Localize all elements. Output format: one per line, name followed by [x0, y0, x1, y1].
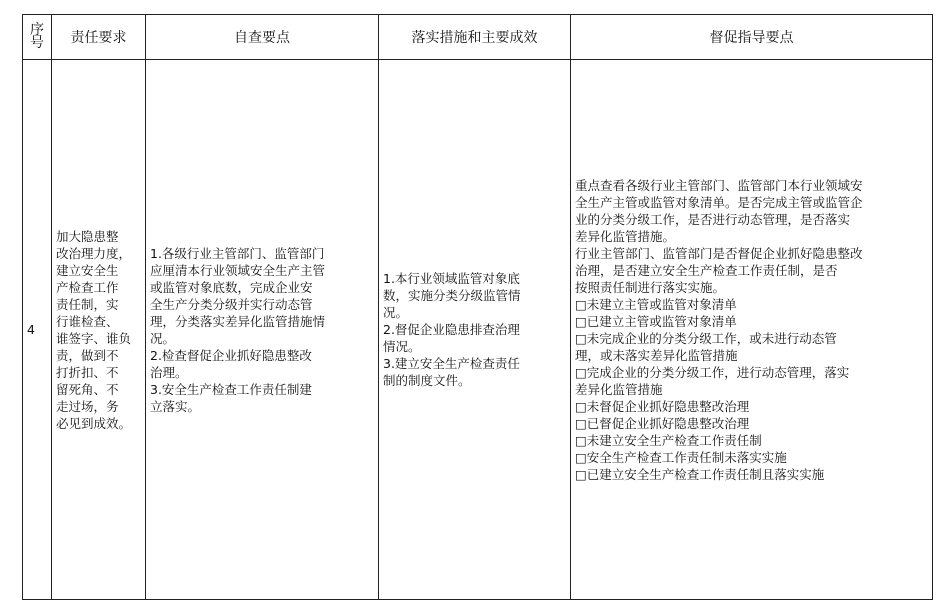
supervision-checkbox-item: □未建立主管或监管对象清单	[575, 296, 737, 312]
supervision-checkbox-item: □未建立安全生产检查工作责任制	[575, 432, 762, 448]
self-check-line: 2.检查督促企业抓好隐患整改	[150, 347, 312, 363]
responsibility-line: 改治理力度，	[56, 245, 132, 261]
supervision-checkbox-item: □已建立安全生产检查工作责任制且落实实施	[575, 466, 825, 482]
responsibility-line: 加大隐患整	[56, 228, 119, 244]
header-self-check: 自查要点	[146, 15, 379, 60]
supervision-line: 业的分类分级工作，是否进行动态管理，是否落实	[575, 211, 851, 227]
measures-line: 2.督促企业隐患排查治理	[383, 322, 520, 337]
measures-line: 情况。	[383, 339, 421, 354]
responsibility-line: 打折扣、不	[56, 364, 119, 380]
header-measures: 落实措施和主要成效	[379, 15, 571, 60]
supervision-line: 行业主管部门、监管部门是否督促企业抓好隐患整改	[575, 245, 863, 261]
supervision-checkbox-item: □安全生产检查工作责任制未落实实施	[575, 449, 787, 465]
supervision-line: 按照责任制进行落实实施。	[575, 279, 726, 295]
seq-cell: 4	[23, 60, 52, 600]
supervision-line: 治理，是否建立安全生产检查工作责任制，是否	[575, 262, 838, 278]
self-check-line: 立落实。	[150, 398, 201, 414]
supervision-checkbox-item: □已督促企业抓好隐患整改治理	[575, 415, 750, 431]
header-row	[23, 15, 933, 60]
measures-line: 1.本行业领域监管对象底	[383, 271, 520, 286]
self-check-line: 应厘清本行业领域安全生产主管	[150, 262, 326, 278]
supervision-checkbox-item: □未督促企业抓好隐患整改治理	[575, 398, 750, 414]
inspection-table	[22, 14, 933, 600]
supervision-checkbox-item: 差异化监管措施	[575, 381, 663, 397]
measures-line: 制的制度文件。	[383, 373, 471, 388]
measures-cell	[379, 60, 571, 600]
supervision-checkbox-item: □未完成企业的分类分级工作，或未进行动态管	[575, 330, 837, 346]
measures-line: 数，实施分类分级监管情	[383, 288, 521, 303]
responsibility-line: 谁签字、谁负	[56, 330, 132, 346]
supervision-checkbox-item: □已建立主管或监管对象清单	[575, 313, 737, 329]
table-row	[23, 60, 933, 600]
self-check-line: 1.各级行业主管部门、监管部门	[150, 245, 325, 261]
supervision-line: 差异化监管措施。	[575, 228, 676, 244]
supervision-line: 全生产主管或监管对象清单。是否完成主管或监管企	[575, 194, 863, 210]
measures-line: 况。	[383, 305, 409, 320]
self-check-line: 况。	[150, 330, 176, 346]
responsibility-line: 必见到成效。	[56, 415, 132, 431]
header-supervision: 督促指导要点	[571, 15, 933, 60]
responsibility-line: 责，做到不	[56, 347, 119, 363]
header-seq-char-2: 号	[30, 35, 44, 51]
self-check-line: 全生产分类分级并实行动态管	[150, 296, 313, 312]
responsibility-line: 走过场，务	[56, 398, 119, 414]
self-check-line: 或监管对象底数，完成企业安	[150, 279, 313, 295]
header-seq	[23, 15, 52, 60]
header-seq-char-1: 序	[30, 22, 44, 38]
supervision-checkbox-item: □完成企业的分类分级工作，进行动态管理，落实	[575, 364, 850, 380]
responsibility-line: 留死角、不	[56, 381, 119, 397]
responsibility-line: 建立安全生	[56, 262, 119, 278]
responsibility-cell	[52, 60, 146, 600]
measures-line: 3.建立安全生产检查责任	[383, 356, 520, 371]
responsibility-line: 行谁检查、	[56, 313, 119, 329]
supervision-checkbox-item: 理，或未落实差异化监管措施	[575, 347, 738, 363]
supervision-line: 重点查看各级行业主管部门、监管部门本行业领域安	[575, 177, 863, 193]
responsibility-line: 责任制，实	[56, 296, 119, 312]
self-check-cell	[146, 60, 379, 600]
responsibility-line: 产检查工作	[56, 279, 119, 295]
self-check-line: 治理。	[150, 364, 188, 380]
header-responsibility: 责任要求	[52, 15, 146, 60]
supervision-cell	[571, 60, 933, 600]
self-check-line: 3.安全生产检查工作责任制建	[150, 381, 312, 397]
self-check-line: 理，分类落实差异化监管措施情	[150, 313, 326, 329]
